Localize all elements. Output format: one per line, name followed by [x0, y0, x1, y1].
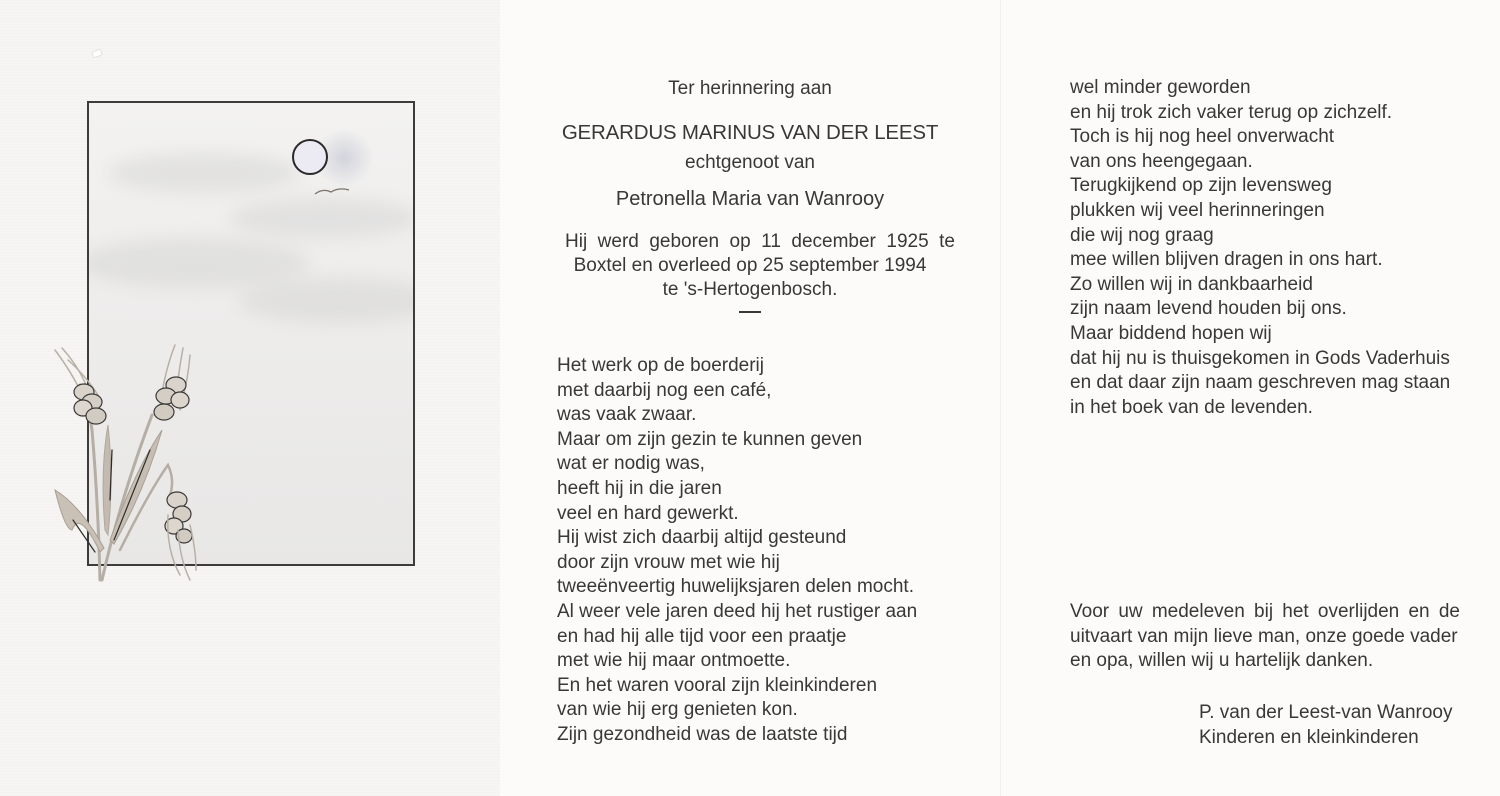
poem-line: met wie hij maar ontmoette.: [557, 650, 791, 672]
birth-death-line: te 's-Hertogenbosch.: [662, 279, 838, 300]
poem-line: en had hij alle tijd voor een praatje: [557, 625, 847, 647]
poem-line: wat er nodig was,: [557, 453, 705, 475]
intro-text: Ter herinnering aan: [668, 78, 832, 99]
poem-line: in het boek van de levenden.: [1070, 396, 1313, 418]
cloud-shape: [87, 238, 309, 288]
poem-line: door zijn vrouw met wie hij: [557, 551, 780, 573]
poem-line: die wij nog graag: [1070, 224, 1214, 246]
poem-line: en dat daar zijn naam geschreven mag staan: [1070, 372, 1451, 394]
poem-part-1: [557, 354, 917, 748]
moon-icon: [292, 139, 328, 175]
poem-line: Hij wist zich daarbij altijd gesteund: [557, 527, 847, 549]
poem-line: Terugkijkend op zijn levensweg: [1070, 175, 1332, 197]
poem-line: met daarbij nog een café,: [557, 379, 772, 401]
bird-icon: [313, 185, 353, 197]
poem-line: Toch is hij nog heel onverwacht: [1070, 126, 1335, 148]
cloud-shape: [239, 278, 415, 323]
signature: [1199, 701, 1452, 750]
thanks-line: Voor uw medeleven bij het overlijden en de: [1070, 601, 1460, 622]
poem-line: en hij trok zich vaker terug op zichzelf.: [1070, 101, 1393, 123]
poem-part-2: [1070, 76, 1450, 420]
cloud-shape: [109, 153, 299, 193]
thanks-line: uitvaart van mijn lieve man, onze goede vader: [1070, 625, 1458, 647]
cloud-shape: [229, 198, 415, 238]
poem-line: Al weer vele jaren deed hij het rustiger aan: [557, 600, 918, 622]
separator-dash: [739, 311, 761, 313]
poem-line: van ons heengegaan.: [1070, 150, 1253, 172]
poem-line: Maar biddend hopen wij: [1070, 322, 1272, 344]
poem-line: En het waren vooral zijn kleinkinderen: [557, 674, 878, 696]
poem-line: wel minder geworden: [1070, 77, 1251, 98]
spouse-name: Petronella Maria van Wanrooy: [615, 188, 885, 210]
poem-line: veel en hard gewerkt.: [557, 502, 739, 524]
poem-line: Zijn gezondheid was de laatste tijd: [557, 723, 848, 745]
paper-speck: [91, 49, 103, 59]
left-panel: [0, 0, 500, 796]
poem-line: dat hij nu is thuisgekomen in Gods Vaderhuis: [1070, 347, 1450, 369]
thanks-message: [1070, 600, 1460, 674]
poem-line: heeft hij in die jaren: [557, 477, 722, 499]
poem-line: van wie hij erg genieten kon.: [557, 699, 798, 721]
poem-line: Zo willen wij in dankbaarheid: [1070, 273, 1313, 295]
poem-line: zijn naam levend houden bij ons.: [1070, 298, 1347, 320]
poem-line: Maar om zijn gezin te kunnen geven: [557, 428, 863, 450]
thanks-line: en opa, willen wij u hartelijk danken.: [1070, 650, 1374, 672]
signature-line: Kinderen en kleinkinderen: [1199, 726, 1419, 748]
birth-death-line: Boxtel en overleed op 25 september 1994: [573, 255, 927, 276]
poem-line: tweeënveertig huwelijksjaren delen mocht.: [557, 576, 914, 598]
signature-line: P. van der Leest-van Wanrooy: [1199, 702, 1453, 723]
poem-line: was vaak zwaar.: [557, 404, 697, 426]
deceased-name: GERARDUS MARINUS VAN DER LEEST: [561, 121, 939, 144]
wheat-ears-icon: [40, 330, 220, 590]
poem-line: mee willen blijven dragen in ons hart.: [1070, 249, 1383, 271]
poem-line: Het werk op de boerderij: [557, 355, 764, 376]
poem-line: plukken wij veel herinneringen: [1070, 199, 1325, 221]
birth-death-line: Hij werd geboren op 11 december 1925 te: [565, 231, 955, 252]
relation-text: echtgenoot van: [685, 152, 815, 173]
